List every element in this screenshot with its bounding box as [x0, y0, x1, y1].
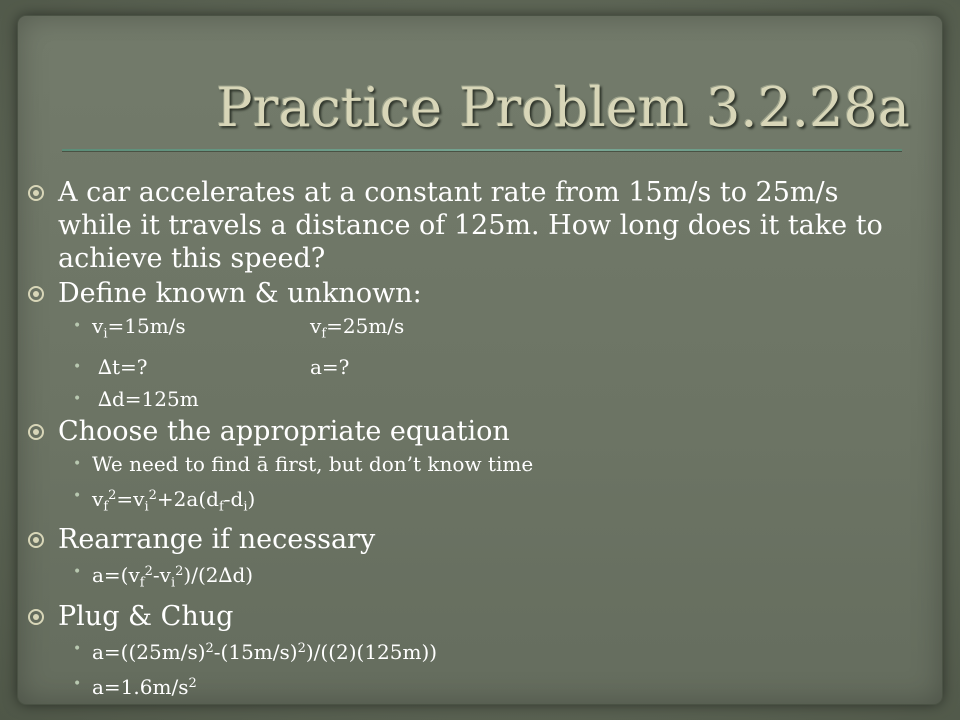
- initial-velocity: $v_i=15m/s$: [92, 314, 186, 342]
- dot-bullet-icon: •: [73, 676, 82, 693]
- choose-heading: [26, 415, 906, 448]
- circle-bullet-icon: [28, 286, 44, 302]
- rearrange-heading: [26, 523, 906, 556]
- problem-statement: [26, 176, 906, 275]
- define-heading: [26, 277, 906, 310]
- dot-bullet-icon: •: [73, 390, 82, 407]
- substitution-line: [26, 633, 906, 668]
- define-heading-text: Define known & unknown:: [58, 278, 422, 309]
- choose-heading-text: Choose the appropriate equation: [58, 415, 510, 447]
- dot-bullet-icon: •: [73, 318, 82, 334]
- dot-bullet-icon: •: [73, 564, 82, 581]
- slide-title: Practice Problem 3.2.28a: [216, 76, 910, 139]
- plug-heading: [26, 600, 906, 633]
- dot-bullet-icon: •: [73, 358, 82, 375]
- circle-bullet-icon: [28, 532, 44, 548]
- slide-content: [26, 176, 906, 703]
- rearranged-text: $a=(v_f^2-v_i^2)/(2\Delta d)$: [92, 563, 254, 591]
- dot-bullet-icon: •: [73, 487, 82, 504]
- circle-bullet-icon: [28, 185, 44, 201]
- unknowns: [26, 351, 906, 383]
- delta-t-unknown: ∆t=?: [98, 354, 148, 379]
- kinematic-equation: [26, 480, 906, 524]
- dot-bullet-icon: •: [73, 455, 82, 472]
- result-text: $a=1.6m/s^2$: [92, 675, 197, 700]
- problem-text: A car accelerates at a constant rate from 15m/s to 25m/s while it travels a distance of 125m. How long does it take to achieve this speed?: [58, 177, 883, 274]
- known-velocities: [26, 310, 906, 351]
- substitution-text: $a=((25m/s)^2-(15m/s)^2)/((2)(125m))$: [92, 640, 438, 665]
- acceleration-unknown: a=?: [310, 354, 350, 379]
- choose-note: [26, 448, 906, 480]
- result-line: [26, 668, 906, 703]
- circle-bullet-icon: [28, 424, 44, 440]
- title-divider: [62, 149, 902, 151]
- final-velocity: $v_f=25m/s$: [310, 314, 405, 342]
- plug-heading-text: Plug & Chug: [58, 600, 234, 632]
- known-distance: [26, 383, 906, 415]
- rearrange-heading-text: Rearrange if necessary: [58, 524, 376, 556]
- circle-bullet-icon: [28, 609, 44, 625]
- choose-note-text: We need to find ā first, but don’t know time: [92, 451, 534, 476]
- dot-bullet-icon: •: [73, 640, 82, 657]
- rearranged-equation: [26, 556, 906, 600]
- equation-text: $v_f^2=v_i^2+2a(d_f-d_i)$: [92, 486, 256, 515]
- delta-d-known: ∆d=125m: [98, 386, 199, 411]
